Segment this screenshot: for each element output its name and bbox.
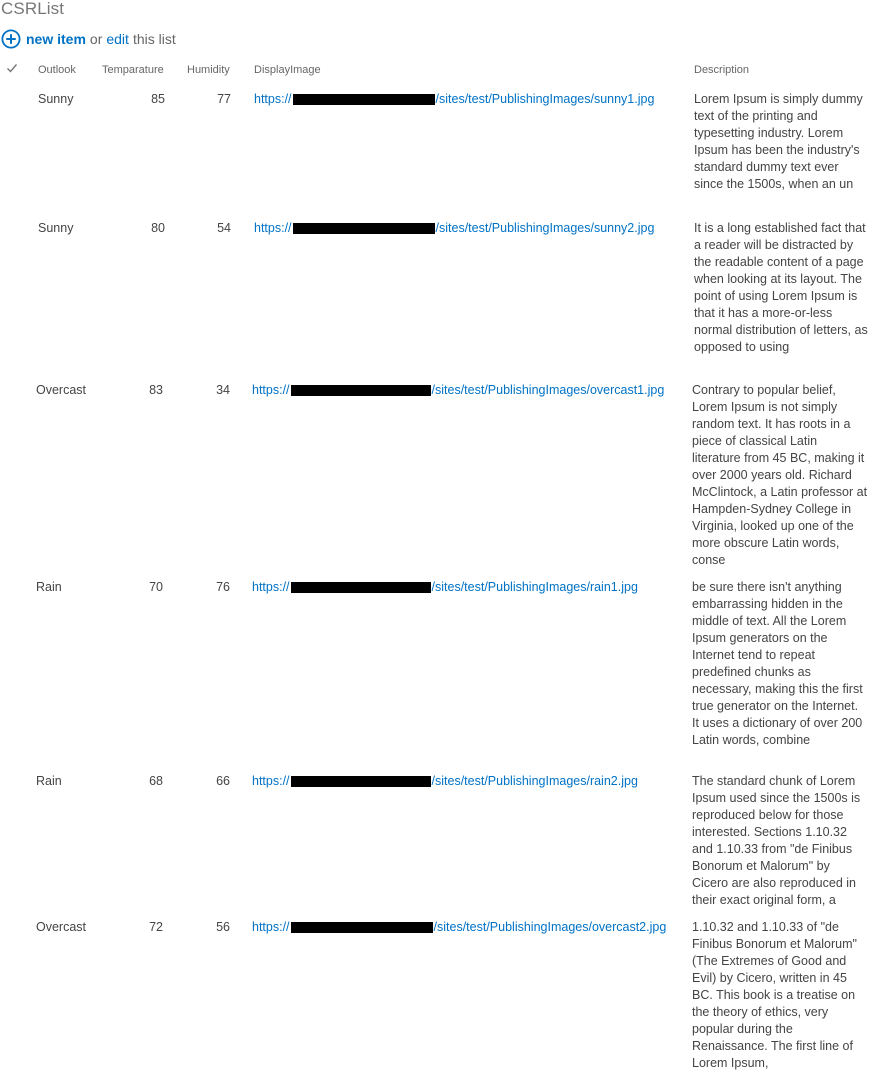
display-image-link[interactable] [254,91,654,108]
description-cell: be sure there isn't anything embarrassing hidden in the middle of text. All the Lorem Ipsum generators on the Internet tend to repeat predefined chunks as necessary, making this the first true generator on the Internet. It uses a dictionary of over 200 Latin words, combine [692,580,863,747]
column-header-row [0,60,876,80]
outlook-cell: Overcast [36,383,87,397]
description-cell: The standard chunk of Lorem Ipsum used since the 1500s is reproduced below for those interested. Sections 1.10.32 and 1.10.33 from "de Finibus Bonorum et Malorum" by Cicero are also reproduced in their exact original form, a [692,774,861,907]
humidity-cell: 56 [216,920,230,934]
description-cell: Contrary to popular belief, Lorem Ipsum is not simply random text. It has roots in a piece of classical Latin literature from 45 BC, making it over 2000 years old. Richard McClintock, a Latin professor at Hampden-Sydney College in Virginia, looked up one of the more obscure Latin words, conse [692,383,868,567]
page-title: CSRList [1,0,65,18]
this-list-text: this list [132,31,176,47]
url-suffix: /sites/test/PublishingImages/rain1.jpg [431,580,638,594]
outlook-cell: Overcast [36,920,87,934]
url-prefix: https:// [252,580,290,594]
select-all-check-icon[interactable] [6,62,18,74]
column-header-temperature[interactable]: Temparature [102,64,164,76]
new-item-link[interactable]: new item [26,31,86,47]
column-header-humidity[interactable]: Humidity [187,64,230,76]
url-prefix: https:// [254,221,292,235]
redacted-host [291,776,431,787]
outlook-cell: Rain [36,580,62,594]
temperature-cell: 72 [149,920,163,934]
humidity-cell: 76 [216,580,230,594]
display-image-link[interactable] [252,773,638,790]
outlook-cell: Sunny [38,92,74,106]
temperature-cell: 85 [151,92,165,106]
url-prefix: https:// [254,92,292,106]
description-cell: It is a long established fact that a reader will be distracted by the readable content of a page when looking at its layout. The point of using Lorem Ipsum is that it has a more-or-less normal distribution of letters, as opposed to using [694,221,868,354]
redacted-host [291,385,431,396]
temperature-cell: 70 [149,580,163,594]
humidity-cell: 34 [216,383,230,397]
url-suffix: /sites/test/PublishingImages/sunny2.jpg [435,221,655,235]
humidity-cell: 54 [217,221,231,235]
temperature-cell: 83 [149,383,163,397]
column-header-outlook[interactable]: Outlook [38,64,76,76]
description-cell: Lorem Ipsum is simply dummy text of the printing and typesetting industry. Lorem Ipsum has been the industry's standard dummy text ever since the 1500s, when an un [694,92,863,191]
url-suffix: /sites/test/PublishingImages/overcast2.jpg [433,920,667,934]
url-suffix: /sites/test/PublishingImages/sunny1.jpg [435,92,655,106]
edit-list-link[interactable]: edit [106,31,129,47]
display-image-link[interactable] [252,919,666,936]
description-cell: 1.10.32 and 1.10.33 of "de Finibus Bonorum et Malorum" (The Extremes of Good and Evil) by Cicero, written in 45 BC. This book is a treatise on the theory of ethics, very popular during the Renaissance. The first line of Lorem Ipsum, [692,920,857,1070]
url-prefix: https:// [252,774,290,788]
url-suffix: /sites/test/PublishingImages/rain2.jpg [431,774,638,788]
add-circle-icon[interactable] [1,29,21,49]
column-header-description[interactable]: Description [694,64,750,76]
display-image-link[interactable] [252,579,638,596]
redacted-host [293,223,435,234]
temperature-cell: 68 [149,774,163,788]
outlook-cell: Sunny [38,221,74,235]
display-image-link[interactable] [254,220,654,237]
or-text: or [89,31,103,47]
outlook-cell: Rain [36,774,62,788]
temperature-cell: 80 [151,221,165,235]
redacted-host [291,582,431,593]
redacted-host [293,94,435,105]
list-toolbar [1,28,176,50]
url-prefix: https:// [252,383,290,397]
url-suffix: /sites/test/PublishingImages/overcast1.jpg [431,383,665,397]
humidity-cell: 77 [217,92,231,106]
humidity-cell: 66 [216,774,230,788]
display-image-link[interactable] [252,382,664,399]
url-prefix: https:// [252,920,290,934]
redacted-host [291,922,433,933]
column-header-display-image[interactable]: DisplayImage [254,64,321,76]
